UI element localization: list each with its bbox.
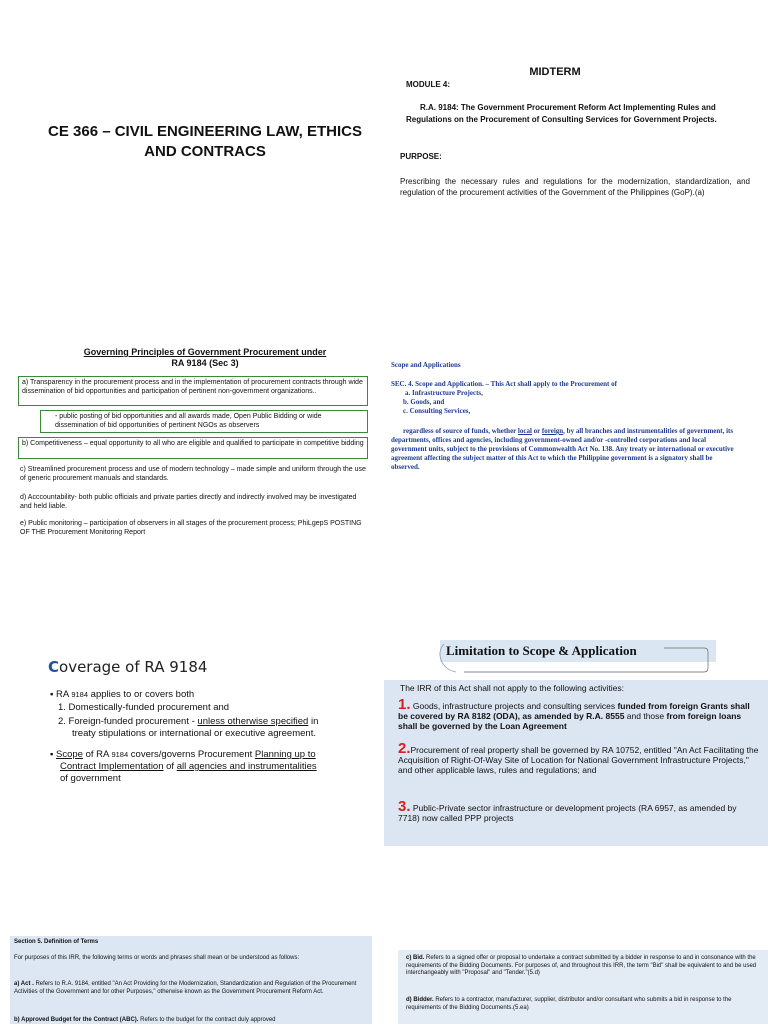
limitation-title-frame	[434, 638, 712, 678]
limitation-item-1: 1. Goods, infrastructure projects and consulting services funded from foreign Grants shall be covered by RA 8182 (ODA), as amended by R.A. 8555 and those from foreign loans shall be governed by the Loan Agreement	[398, 696, 750, 731]
module-label: MODULE 4:	[406, 80, 450, 89]
course-title	[40, 122, 370, 162]
principle-d: d) Acccountability- both public officials and private parties directly and indirectly involved may be investigated and held liable.	[20, 494, 357, 510]
definition-bidder: d) Bidder. Refers to a contractor, manufacturer, supplier, distributor and/or consultant who submits a bid in response to the requirements of the Bidding Documents.(5.ea)	[406, 997, 732, 1011]
sec4-foreign: foreign	[541, 427, 564, 435]
scope-title: Scope and Applications	[391, 361, 461, 369]
course-title-line2: AND CONTRACS	[144, 143, 266, 160]
limitation-item-2: 2.Procurement of real property shall be governed by RA 10752, entitled "An Act Facilitating the Acquisition of Right-Of-Way Site of Location for National Government Infrastructure Projects," and other applicable laws, rules and regulations; and	[398, 740, 759, 775]
principle-a-sub: - public posting of bid opportunities and all awards made, Open Public Bidding or wide dissemination of bid opportunities of pertinent NGOs as observers	[40, 410, 368, 433]
section5-heading: Section 5. Definition of Terms	[14, 939, 99, 945]
coverage-item-2: 2. Foreign-funded procurement - unless otherwise specified in treaty stipulations or international or executive agreement.	[58, 716, 319, 739]
definition-bid: c) Bid. Refers to a signed offer or proposal to undertake a contract submitted by a bidder in response to and in consonance with the requirements of the Bidding Documents. For purposes of, and throughout this IRR, the term "Bid" shall be equivalent to and be used interchangeably with "Proposal" and "Tender."(5.d)	[406, 955, 757, 976]
section5-intro: For purposes of this IRR, the following terms or words and phrases shall mean or be understood as follows:	[14, 955, 300, 961]
definitions-box-left	[10, 936, 372, 1024]
midterm-heading: MIDTERM	[529, 66, 581, 78]
sec4-local: local	[517, 427, 532, 435]
principles-title-line2: RA 9184 (Sec 3)	[171, 358, 239, 368]
coverage-bullet-1: ▪ RA 9184 applies to or covers both	[50, 689, 195, 700]
principle-b: b) Competitiveness – equal opportunity to all who are eligible and qualified to participate in competitive bidding	[18, 437, 368, 459]
coverage-title: Coverage of RA 9184	[48, 658, 208, 676]
sec4-item-b: b. Goods, and	[403, 398, 445, 406]
principle-e: e) Public monitoring – participation of observers in all stages of the procurement process; PhiLgepS POSTING OF THE Procurement Monitoring Report	[20, 520, 362, 536]
principles-title	[40, 347, 370, 369]
purpose-heading: PURPOSE:	[400, 152, 442, 161]
sec4-item-a: a. Infrastructure Projects,	[405, 389, 483, 397]
sec4-body: regardless of source of funds, whether local or foreign, by all branches and instrumentalities of government, its departments, offices and agencies, including government-owned and/or -controlled corporations and local government units, subject to the provisions of Commonwealth Act No. 138. Any treaty or international or executive agreement affecting the subject matter of this Act to which the Philippine government is a signatory shall be observed.	[391, 427, 734, 471]
ra-title: R.A. 9184: The Government Procurement Reform Act Implementing Rules and Regulations on the Procurement of Consulting Services for Government Projects.	[406, 103, 717, 124]
limitation-item-3: 3. Public-Private sector infrastructure or development projects (RA 6957, as amended by 7718) now called PPP projects	[398, 798, 737, 823]
definition-act: a) Act . Refers to R.A. 9184, entitled "An Act Providing for the Modernization, Standardization and Regulation of the Procurement Activities of the Government and for other Purposes," otherwise known as the Government Procurement Reform Act.	[14, 981, 357, 995]
purpose-text: Prescribing the necessary rules and regulations for the modernization, standardization, and regulation of the procurement activities of the Government of the Philippines (GoP).(a)	[400, 177, 750, 197]
sec4-heading: SEC. 4. Scope and Application. – This Act shall apply to the Procurement of	[391, 380, 617, 388]
coverage-bullet-2: ▪ Scope of RA 9184 covers/governs Procurement Planning up to Contract Implementation of all agencies and instrumentalities of government	[50, 749, 317, 784]
limitation-title: Limitation to Scope & Application	[440, 640, 716, 662]
principles-title-line1: Governing Principles of Government Procurement under	[83, 347, 327, 357]
course-title-line1: CE 366 – CIVIL ENGINEERING LAW, ETHICS	[48, 123, 362, 140]
limitation-intro: The IRR of this Act shall not apply to the following activities:	[400, 683, 624, 693]
sec4-item-c: c. Consulting Services,	[403, 407, 471, 415]
definition-abc: b) Approved Budget for the Contract (ABC). Refers to the budget for the contract duly approved	[14, 1017, 276, 1023]
principle-c: c) Streamlined procurement process and use of modern technology – made simple and uniform through the use of generic procurement manuals and standards.	[20, 466, 366, 482]
principle-a: a) Transparency in the procurement process and in the implementation of procurement contracts through wide dissemination of bid opportunities and participation of pertinent non-government organizations..	[18, 376, 368, 406]
coverage-item-1: 1. Domestically-funded procurement and	[58, 702, 230, 713]
